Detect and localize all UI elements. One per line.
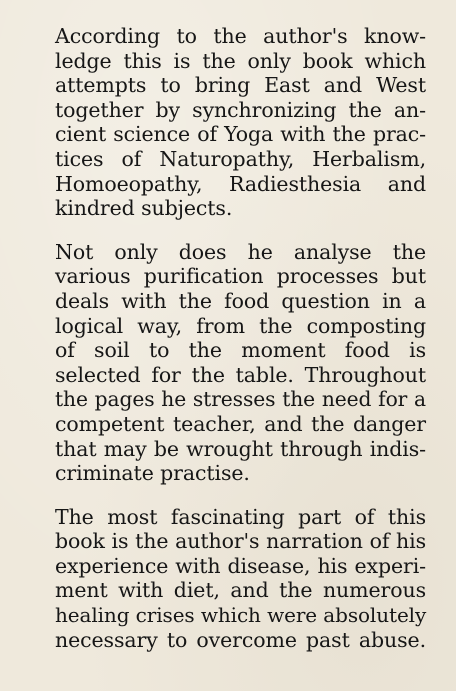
text-line: attempts to bring East and West: [55, 73, 426, 98]
text-line: of soil to the moment food is: [55, 338, 426, 363]
text-line: experience with disease, his experi-: [55, 553, 426, 578]
text-line: criminate practise.: [55, 461, 250, 486]
text-line: necessary to overcome past abuse.: [55, 627, 426, 652]
text-line: tices of Naturopathy, Herbalism,: [55, 146, 426, 171]
text-line: kindred subjects.: [55, 196, 233, 221]
text-line: selected for the table. Throughout: [55, 362, 426, 387]
text-line: that may be wrought through indis-: [55, 436, 426, 461]
text-line: together by synchronizing the an-: [55, 97, 426, 122]
text-line: competent teacher, and the danger: [55, 411, 426, 436]
paragraph-3: [55, 505, 426, 653]
text-line: the pages he stresses the need for a: [55, 387, 426, 412]
text-line: deals with the food question in a: [55, 288, 426, 313]
text-line: The most fascinating part of this: [55, 504, 426, 529]
text-line: book is the author's narration of his: [55, 529, 426, 554]
text-line: logical way, from the composting: [55, 313, 426, 338]
text-line: Homoeopathy, Radiesthesia and: [55, 171, 426, 196]
text-line: various purification processes but: [55, 264, 426, 289]
paragraph-1: [55, 24, 426, 221]
text-line: According to the author's know-: [55, 24, 426, 48]
body-text: [55, 24, 426, 671]
text-line: ledge this is the only book which: [55, 48, 426, 73]
text-line: Not only does he analyse the: [55, 239, 426, 264]
text-line: healing crises which were absolutely: [55, 603, 427, 628]
text-line: ment with diet, and the numerous: [55, 578, 426, 603]
text-line: cient science of Yoga with the prac-: [55, 122, 426, 147]
paragraph-2: [55, 240, 426, 486]
